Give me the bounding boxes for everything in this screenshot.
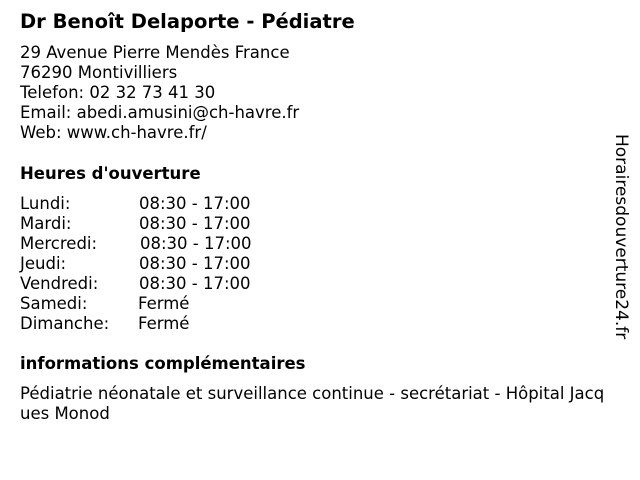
opening-hours-heading: Heures d'ouverture [20,164,201,183]
day-label: Lundi: [20,194,71,213]
city: 76290 Montivilliers [20,63,178,82]
time-value: Fermé [138,294,190,313]
day-label: Dimanche: [20,314,110,333]
day-label: Vendredi: [20,274,99,293]
email: Email: abedi.amusini@ch-havre.fr [20,103,300,122]
site-watermark: Horairesdouverture24.fr [611,134,631,340]
website: Web: www.ch-havre.fr/ [20,123,207,142]
time-value: 08:30 - 17:00 [139,194,251,213]
time-value: 08:30 - 17:00 [139,254,251,273]
day-label: Mercredi: [20,234,98,253]
contact-block [20,43,299,143]
time-value: 08:30 - 17:00 [139,274,251,293]
page-title: Dr Benoît Delaporte - Pédiatre [20,10,355,33]
time-value: Fermé [138,314,190,333]
day-label: Jeudi: [20,254,67,273]
additional-info-text: Pédiatrie néonatale et surveillance continue - secrétariat - Hôpital Jacques Monod [20,384,605,423]
additional-info-heading: informations complémentaires [20,354,306,373]
phone: Telefon: 02 32 73 41 30 [20,83,216,102]
day-label: Samedi: [20,294,88,313]
day-label: Mardi: [20,214,72,233]
street-address: 29 Avenue Pierre Mendès France [20,43,290,62]
time-value: 08:30 - 17:00 [139,214,251,233]
time-value: 08:30 - 17:00 [140,234,252,253]
